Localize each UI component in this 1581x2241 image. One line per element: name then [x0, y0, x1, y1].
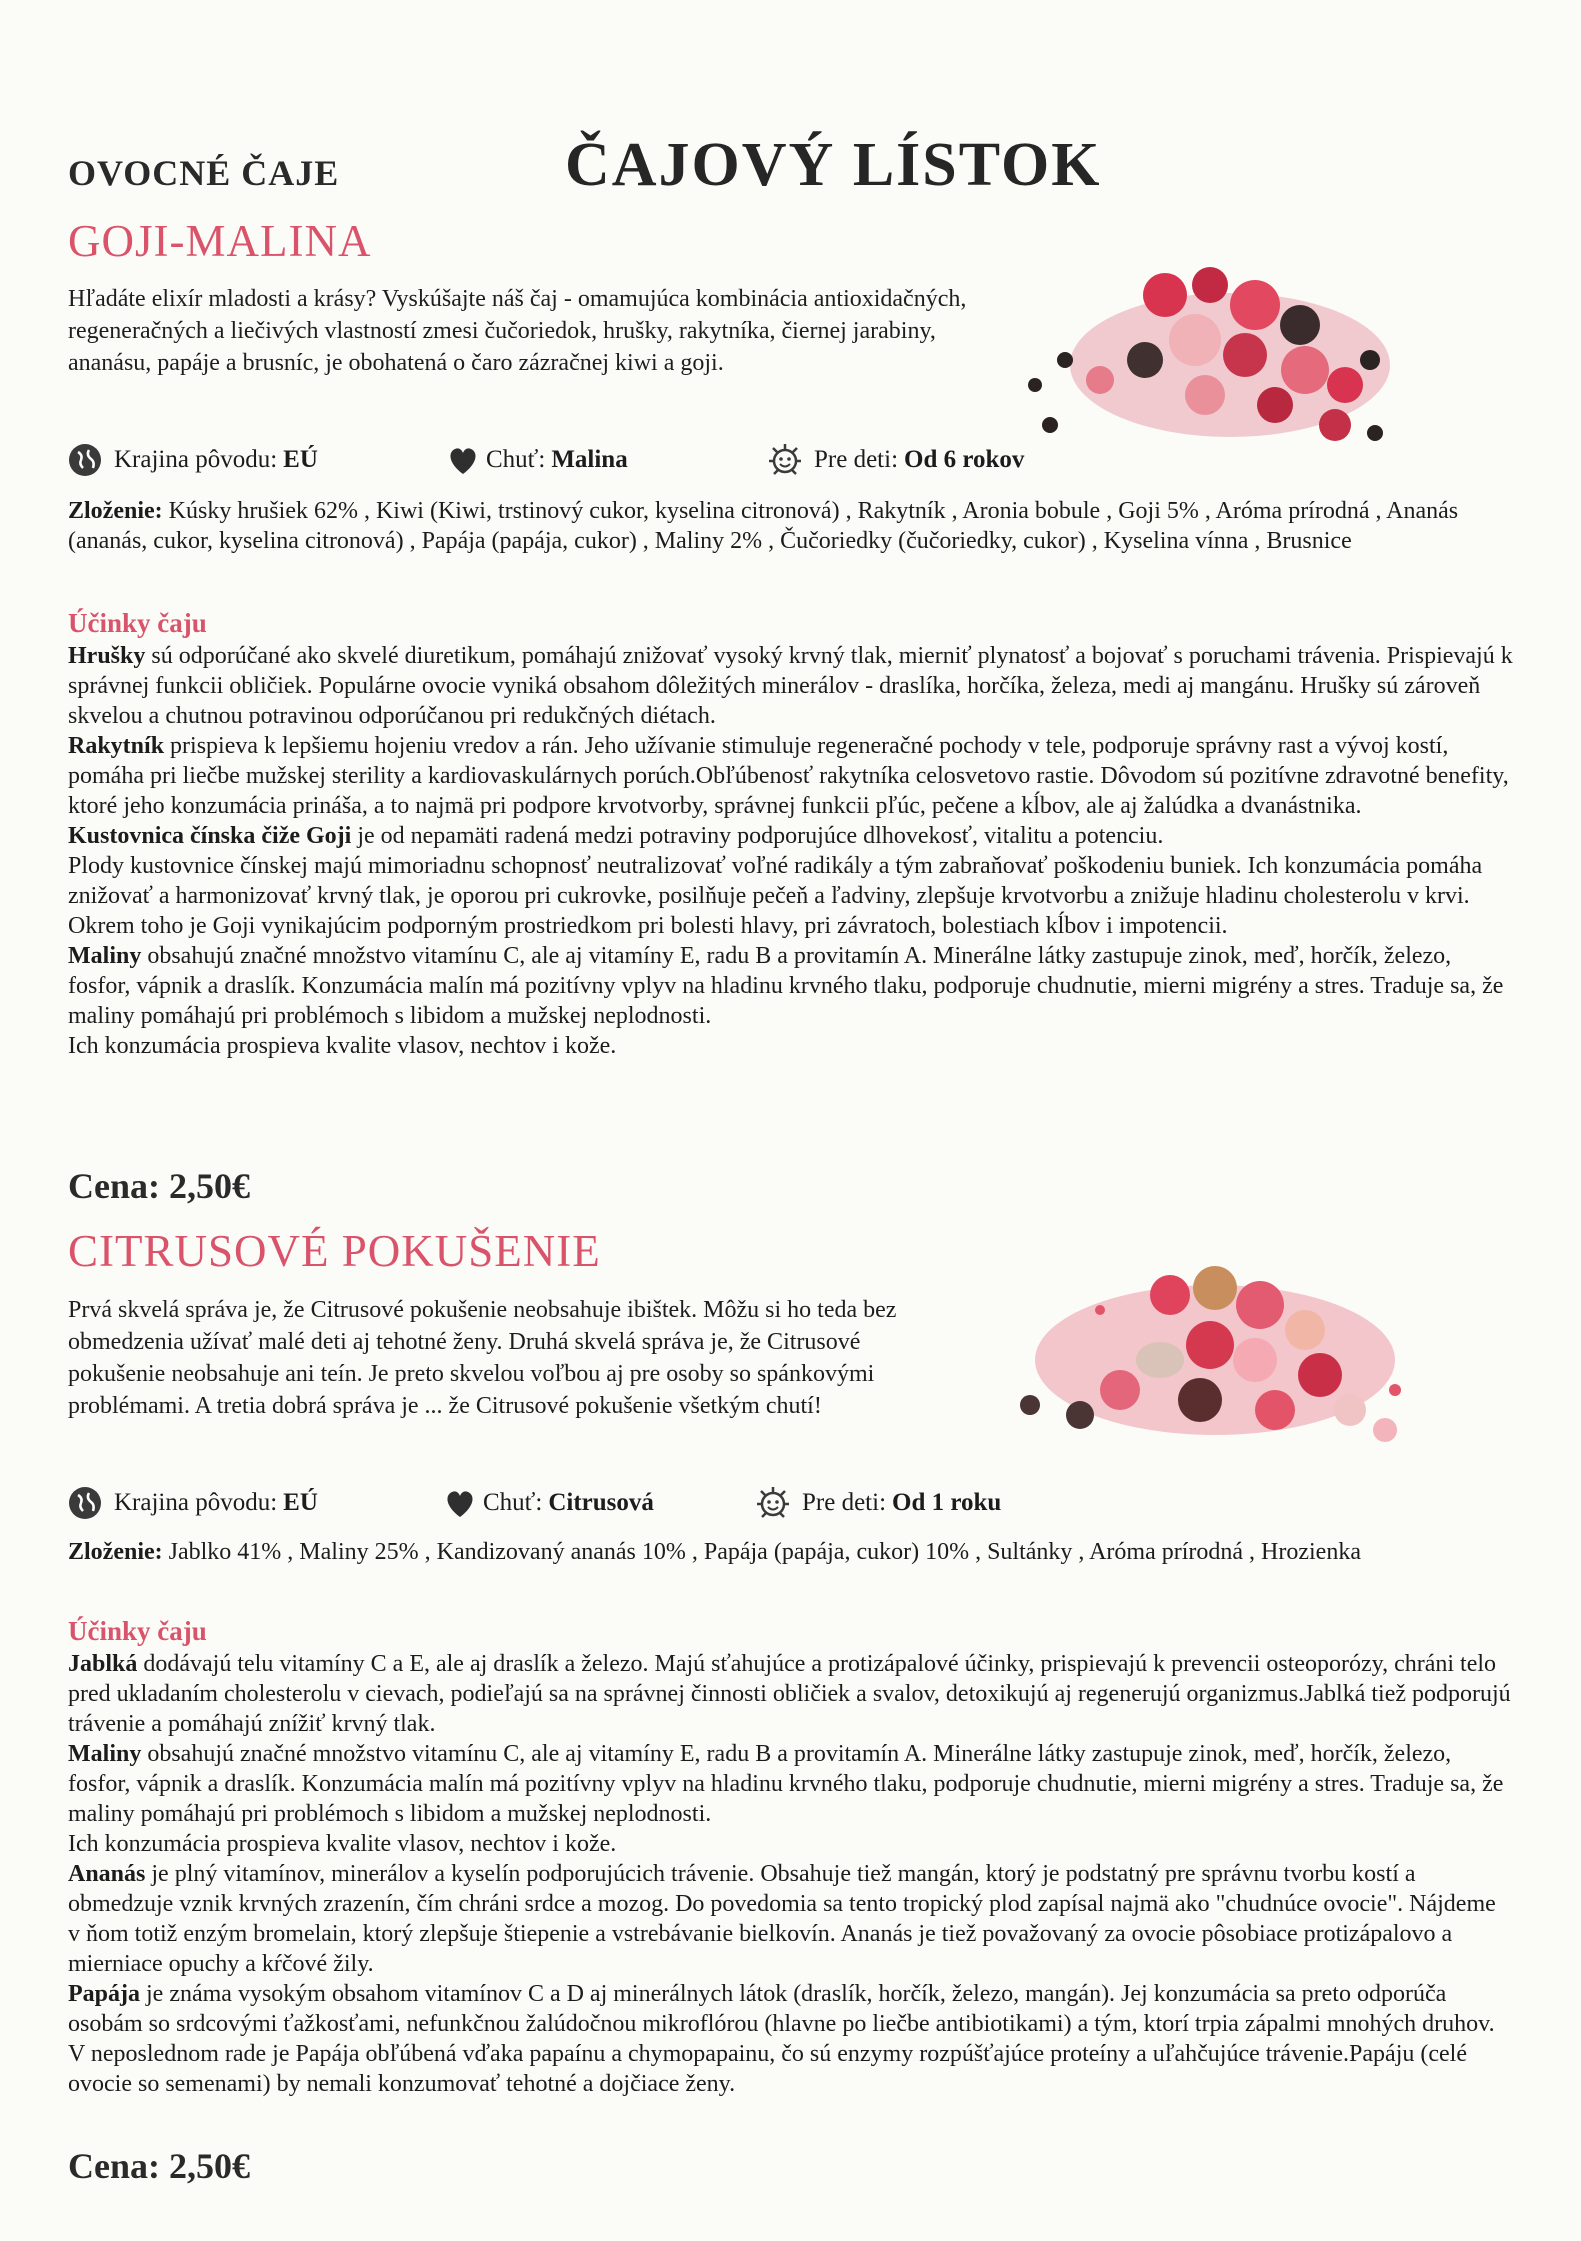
globe-icon — [68, 1486, 102, 1520]
tea-info-row — [68, 443, 1168, 483]
composition-text: Kúsky hrušiek 62% , Kiwi (Kiwi, trstinový cukor, kyselina citronová) , Rakytník , Aronia bobule , Goji 5% , Aróma prírodná , Ananás (ananás, cukor, kyselina citronová) , Papája (papája, cukor) , Maliny 2% , Čučoriedky (čučoriedky, cukor) , Kyselina vínna , Brusnice — [68, 498, 1459, 554]
tea-blend-image — [1005, 255, 1405, 455]
composition-label: Zloženie: — [68, 1539, 163, 1565]
effect-subject: Papája — [68, 1981, 140, 2007]
effect-paragraph — [68, 641, 1513, 731]
effect-text: sú odporúčané ako skvelé diuretikum, pomáhajú znižovať vysoký krvný tlak, mierniť plynatosť a bojovať s poruchami trávenia. Prispievajú k správnej funkcii obličiek. Populárne ovocie vyniká obsahom dôležitých minerálov - draslíka, horčíka, železa, medi aj mangánu. Hrušky sú zároveň skvelou a chutnou potravinou odporúčanou pri redukčných diétach. — [68, 643, 1513, 729]
tea-composition — [68, 496, 1508, 556]
effect-paragraph — [68, 1739, 1513, 1829]
taste-info — [446, 443, 628, 477]
effect-paragraph — [68, 1859, 1513, 1979]
effect-text: je od nepamäti radená medzi potraviny podporujúce dlhovekosť, vitalitu a potenciu. — [351, 823, 1164, 849]
kids-info — [756, 1486, 1001, 1520]
child-face-icon — [756, 1486, 790, 1520]
effect-paragraph — [68, 1649, 1513, 1739]
effect-subject: Maliny — [68, 1741, 142, 1767]
taste-value: Malina — [551, 446, 628, 473]
origin-label: Krajina pôvodu: — [114, 1489, 278, 1516]
effect-text: obsahujú značné množstvo vitamínu C, ale aj vitamíny E, radu B a provitamín A. Minerálne látky zastupuje zinok, meď, horčík, železo, fosfor, vápnik a draslík. Konzumácia malín má pozitívny vplyv na hladinu krvného tlaku, podporuje chudnutie, mierni migrény a stres. Traduje sa, že maliny pomáhajú pri problémoch s libidom a mužskej neplodnosti. — [68, 1741, 1504, 1827]
effect-paragraph — [68, 1829, 1513, 1859]
effect-paragraph — [68, 731, 1513, 821]
effect-text: Ich konzumácia prospieva kvalite vlasov, nechtov i kože. — [68, 1831, 617, 1857]
tea-intro: Prvá skvelá správa je, že Citrusové pokušenie neobsahuje ibištek. Môžu si ho teda bez obmedzenia užívať malé deti aj tehotné ženy. Druhá skvelá správa je, že Citrusové pokušenie neobsahuje ani teín. Je preto skvelou voľbou aj pre osoby so spánkovými problémami. A tretia dobrá správa je ... že Citrusové pokušenie všetkým chutí! — [68, 1297, 897, 1419]
taste-label: Chuť: — [483, 1489, 543, 1516]
tea-info-row — [68, 1486, 1168, 1526]
heart-icon — [443, 1486, 477, 1520]
effect-subject: Hrušky — [68, 643, 146, 669]
effects-title: Účinky čaju — [68, 608, 207, 638]
tea-composition — [68, 1537, 1508, 1567]
taste-label: Chuť: — [486, 446, 546, 473]
origin-value: EÚ — [283, 446, 318, 473]
effect-paragraph — [68, 851, 1513, 941]
effect-subject: Kustovnica čínska čiže Goji — [68, 823, 352, 849]
globe-icon — [68, 443, 102, 477]
effect-subject: Jablká — [68, 1651, 138, 1677]
tea-name: CITRUSOVÉ POKUŠENIE — [68, 1226, 601, 1276]
origin-label: Krajina pôvodu: — [114, 446, 278, 473]
category-heading: OVOCNÉ ČAJE — [68, 153, 340, 193]
effects-title: Účinky čaju — [68, 1616, 207, 1646]
kids-info — [768, 443, 1024, 477]
taste-value: Citrusová — [548, 1489, 654, 1516]
kids-value: Od 1 roku — [892, 1489, 1002, 1516]
effect-paragraph — [68, 1031, 1513, 1061]
origin-info — [68, 1486, 318, 1520]
effect-paragraph — [68, 941, 1513, 1031]
effect-text: prispieva k lepšiemu hojeniu vredov a rán. Jeho užívanie stimuluje regeneračné pochody v tele, podporuje správny rast a vývoj kostí, pomáha pri liečbe mužskej sterility a kardiovaskulárnych porúch.Obľúbenosť rakytníka celosvetovo rastie. Dôvodom sú pozitívne zdravotné benefity, ktoré jeho konzumácia prináša, a to najmä pri podpore krvotvorby, správnej funkcii pľúc, pečene a kĺbov, ale aj žalúdka a dvanástnika. — [68, 733, 1509, 819]
effects-list — [68, 641, 1513, 1061]
composition-label: Zloženie: — [68, 498, 163, 524]
composition-text: Jablko 41% , Maliny 25% , Kandizovaný ananás 10% , Papája (papája, cukor) 10% , Sultánky , Aróma prírodná , Hrozienka — [168, 1539, 1361, 1565]
effect-text: Plody kustovnice čínskej majú mimoriadnu schopnosť neutralizovať voľné radikály a tým zabraňovať poškodeniu buniek. Ich konzumácia pomáha znižovať a harmonizovať krvný tlak, je oporou pri cukrovke, posilňuje pečeň a ľadviny, zlepšuje krvotvorbu a znižuje hladinu cholesterolu v krvi. Okrem toho je Goji vynikajúcim podporným prostriedkom pri bolesti hlavy, pri závratoch, bolestiach kĺbov i impotencii. — [68, 853, 1483, 939]
child-face-icon — [768, 443, 802, 477]
origin-info — [68, 443, 318, 477]
effect-text: je známa vysokým obsahom vitamínov C a D aj minerálnych látok (draslík, horčík, železo, mangán). Jej konzumácia sa preto odporúča osobám so srdcovými ťažkosťami, nefunkčnou žalúdočnou mikroflórou (hlavne po liečbe antibiotikami) a tým, ktorí trpia zápalmi mnohých druhov. V neposlednom rade je Papája obľúbená vďaka papaínu a chymopapainu, čo sú enzymy rozpúšťajúce proteíny a uľahčujúce trávenie.Papáju (celé ovocie so semenami) by nemali konzumovať tehotné a dojčiace ženy. — [68, 1981, 1495, 2097]
origin-value: EÚ — [283, 1489, 318, 1516]
heart-icon — [446, 443, 480, 477]
kids-label: Pre deti: — [814, 446, 899, 473]
effect-paragraph — [68, 1979, 1513, 2099]
effects-list — [68, 1649, 1513, 2099]
kids-label: Pre deti: — [802, 1489, 887, 1516]
taste-info — [443, 1486, 654, 1520]
tea-price: Cena: 2,50€ — [68, 1166, 250, 1206]
tea-blend-image — [1000, 1250, 1420, 1450]
effect-subject: Ananás — [68, 1861, 146, 1887]
effect-text: Ich konzumácia prospieva kvalite vlasov, nechtov i kože. — [68, 1033, 617, 1059]
effect-subject: Rakytník — [68, 733, 165, 759]
tea-intro: Hľadáte elixír mladosti a krásy? Vyskúšajte náš čaj - omamujúca kombinácia antioxidačných, regeneračných a liečivých vlastností zmesi čučoriedok, hrušky, rakytníka, čiernej jarabiny, ananásu, papáje a brusníc, je obohatená o čaro zázračnej kiwi a goji. — [68, 286, 967, 376]
effect-subject: Maliny — [68, 943, 142, 969]
effect-paragraph — [68, 821, 1513, 851]
effect-text: je plný vitamínov, minerálov a kyselín podporujúcich trávenie. Obsahuje tiež mangán, ktorý je podstatný pre správnu tvorbu kostí a obmedzuje vznik krvných zrazenín, čím chráni srdce a mozog. Do povedomia sa tento tropický plod zapísal najmä ako "chudnúce ovocie". Nájdeme v ňom totiž enzým bromelain, ktorý zlepšuje štiepenie a vstrebávanie bielkovín. Ananás je tiež považovaný za ovocie pôsobiace protizápalovo a mierniace opuchy a kŕčové žily. — [68, 1861, 1496, 1977]
kids-value: Od 6 rokov — [904, 446, 1025, 473]
effect-text: obsahujú značné množstvo vitamínu C, ale aj vitamíny E, radu B a provitamín A. Minerálne látky zastupuje zinok, meď, horčík, železo, fosfor, vápnik a draslík. Konzumácia malín má pozitívny vplyv na hladinu krvného tlaku, podporuje chudnutie, mierni migrény a stres. Traduje sa, že maliny pomáhajú pri problémoch s libidom a mužskej neplodnosti. — [68, 943, 1504, 1029]
tea-name: GOJI-MALINA — [68, 216, 372, 266]
page-title: ČAJOVÝ LÍSTOK — [565, 131, 1102, 199]
effect-text: dodávajú telu vitamíny C a E, ale aj draslík a železo. Majú sťahujúce a protizápalové účinky, prispievajú k prevencii osteoporózy, chráni telo pred ukladaním cholesterolu v cievach, podieľajú sa na správnej činnosti obličiek a svalov, detoxikujú aj regenerujú organizmus.Jablká tiež podporujú trávenie a pomáhajú znížiť krvný tlak. — [68, 1651, 1511, 1737]
tea-price: Cena: 2,50€ — [68, 2146, 250, 2186]
